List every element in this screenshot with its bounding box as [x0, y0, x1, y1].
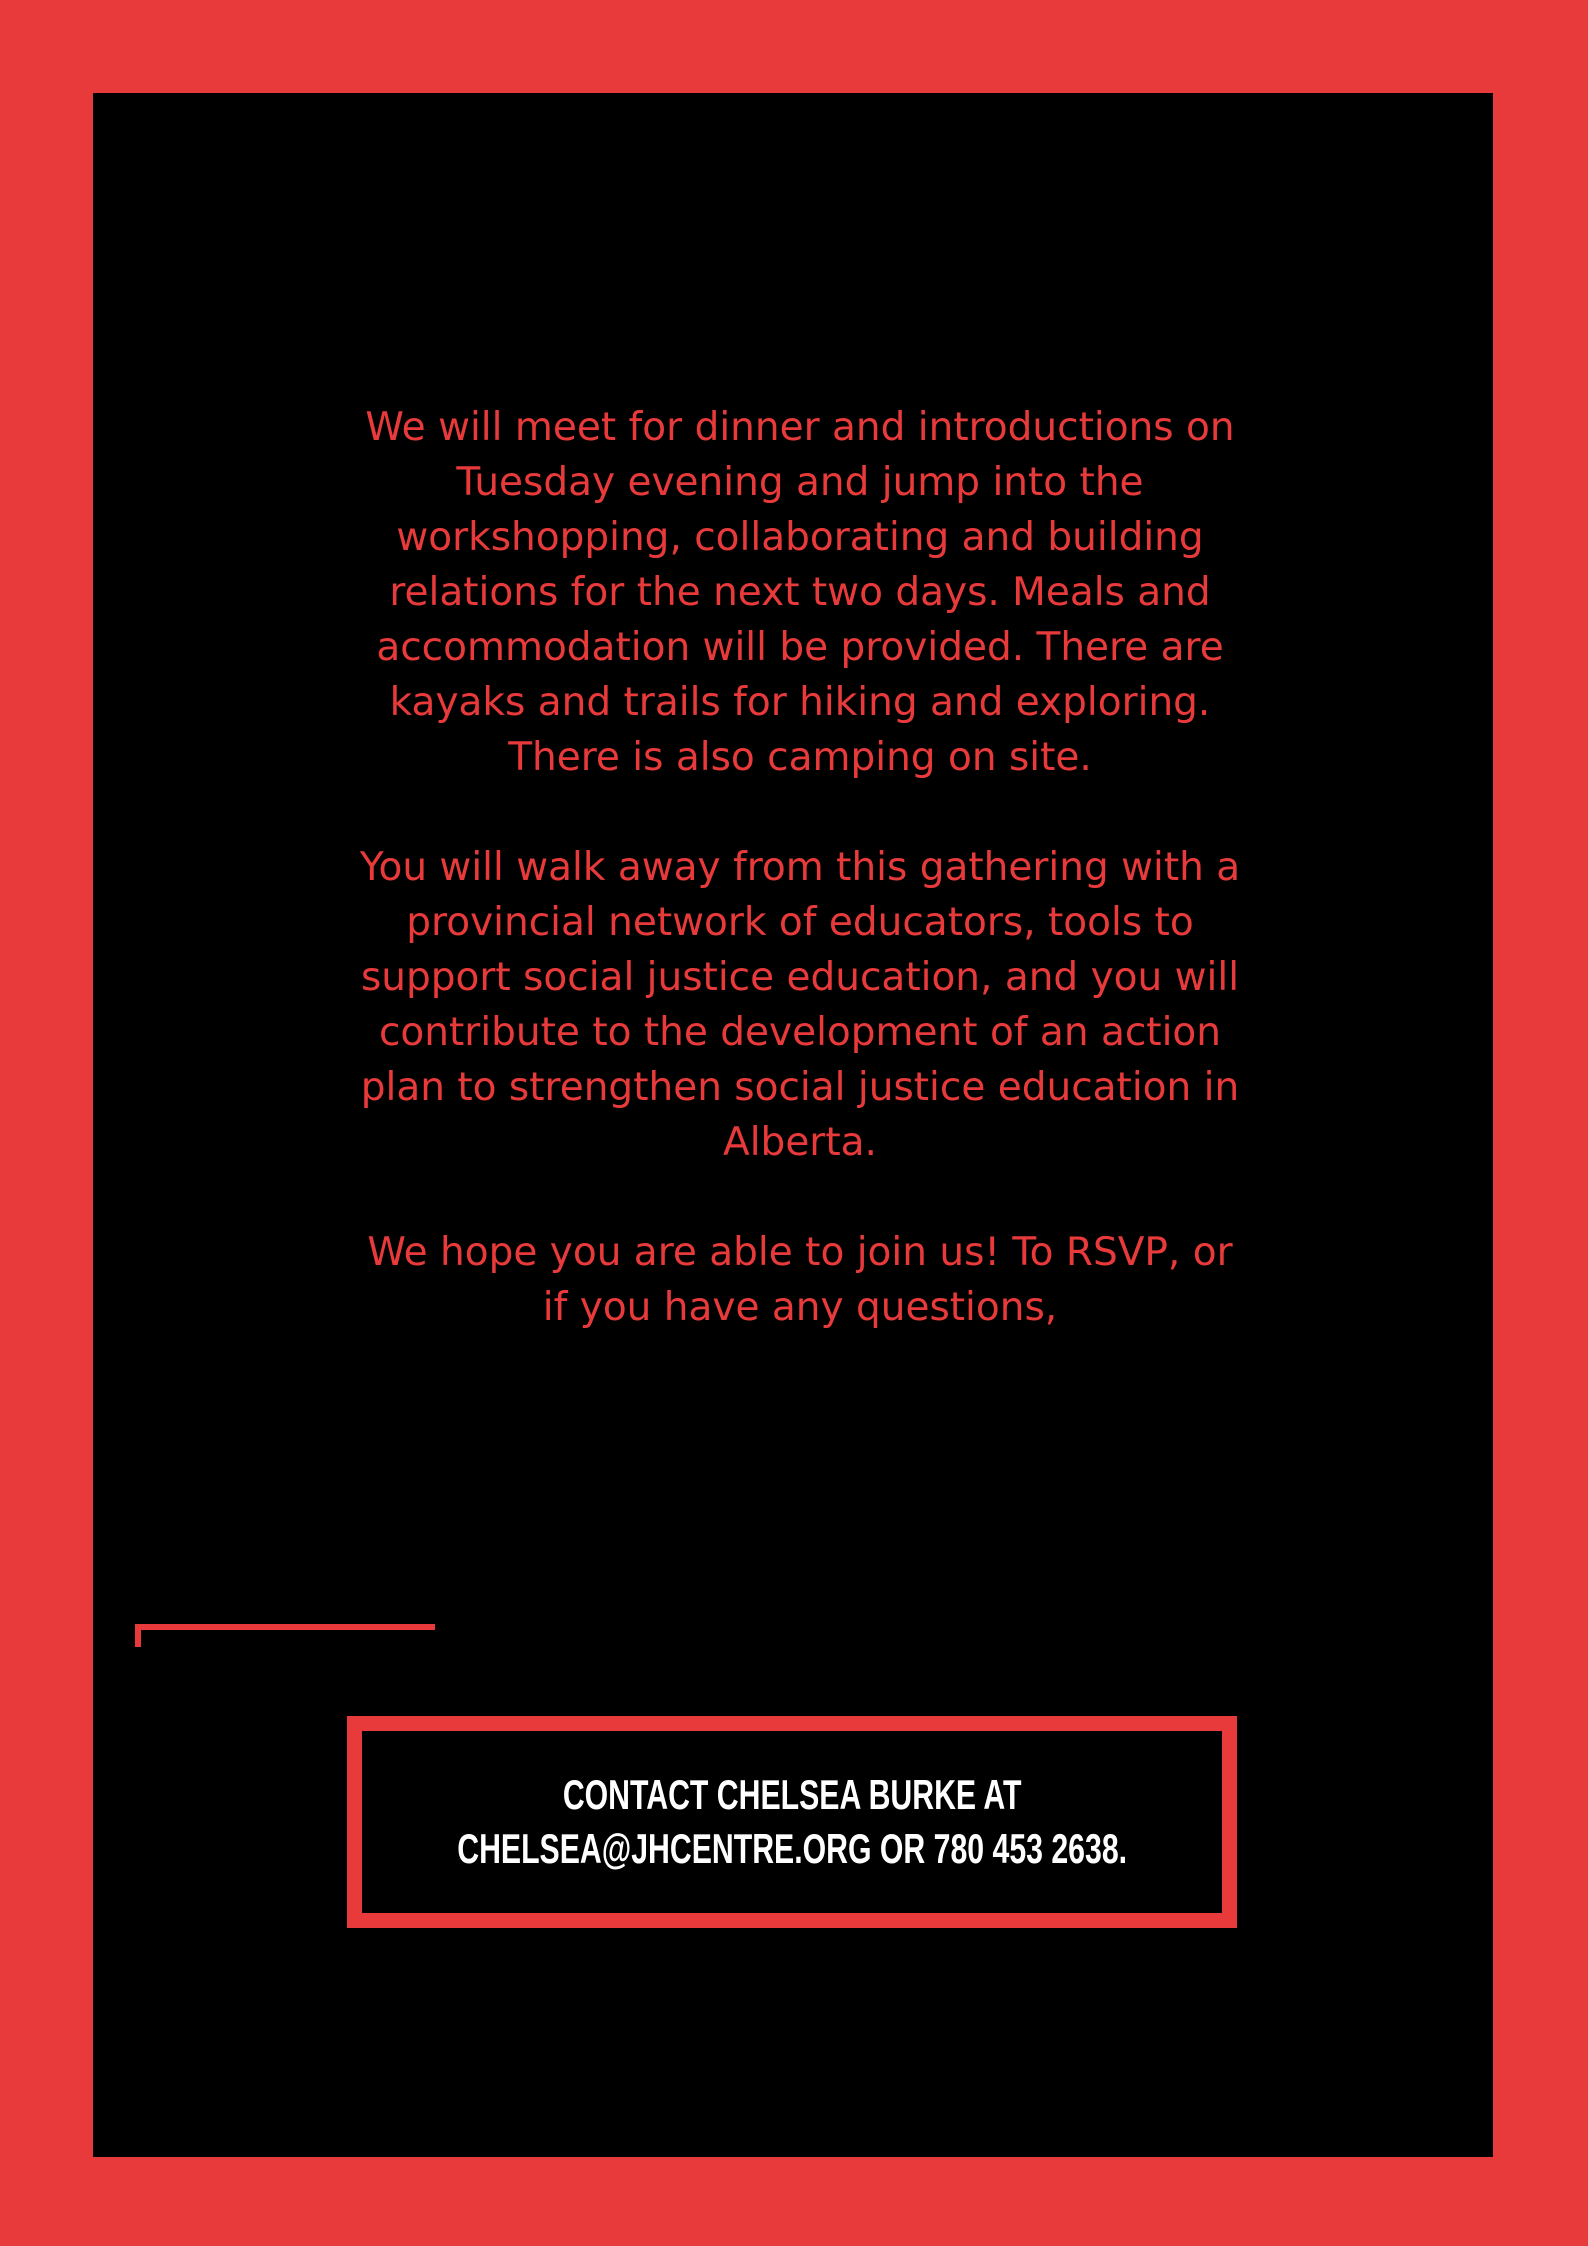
body-line: There is also camping on site. — [508, 735, 1092, 780]
body-line: contribute to the development of an action — [378, 1010, 1221, 1055]
body-line: if you have any questions, — [542, 1285, 1058, 1330]
paragraph-rsvp — [310, 1225, 1290, 1335]
body-line: Alberta. — [723, 1120, 877, 1165]
contact-line-name: CONTACT CHELSEA BURKE AT — [562, 1771, 1022, 1818]
divider-vertical-tick — [135, 1624, 141, 1647]
body-line: plan to strengthen social justice education in — [360, 1065, 1240, 1110]
body-line: We hope you are able to join us! To RSVP, or — [367, 1230, 1233, 1275]
body-line: relations for the next two days. Meals and — [389, 570, 1211, 615]
body-line: workshopping, collaborating and building — [396, 515, 1204, 560]
body-line: You will walk away from this gathering with a — [359, 845, 1241, 890]
body-line: support social justice education, and you will — [360, 955, 1240, 1000]
body-line: provincial network of educators, tools to — [406, 900, 1194, 945]
decorative-divider — [135, 1624, 435, 1648]
body-line: kayaks and trails for hiking and exploring. — [389, 680, 1211, 725]
paragraph-outcomes — [310, 840, 1290, 1170]
body-line: Tuesday evening and jump into the — [456, 460, 1144, 505]
contact-text — [457, 1768, 1127, 1876]
contact-line-details: CHELSEA@JHCENTRE.ORG OR 780 453 2638. — [457, 1825, 1127, 1872]
contact-box — [347, 1716, 1237, 1928]
invitation-body — [310, 400, 1290, 1335]
body-line: We will meet for dinner and introductions on — [365, 405, 1235, 450]
divider-horizontal-bar — [135, 1624, 435, 1630]
body-line: accommodation will be provided. There are — [376, 625, 1224, 670]
paragraph-dinner — [310, 400, 1290, 785]
